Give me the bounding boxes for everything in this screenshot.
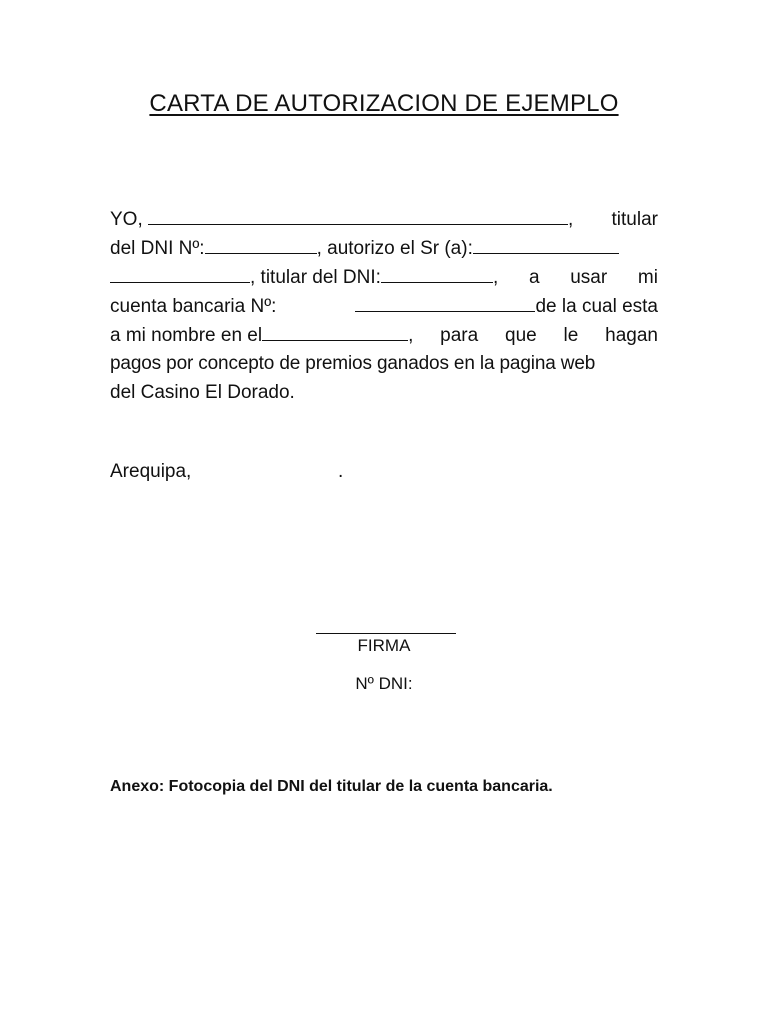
dni-label: del DNI Nº:	[110, 238, 205, 259]
account-label: cuenta bancaria Nº:	[110, 296, 277, 317]
place-label: Arequipa,	[110, 461, 192, 482]
comma-text: ,	[492, 267, 499, 288]
authorized-name-blank-cont	[110, 263, 250, 283]
word-mi: mi	[637, 267, 658, 288]
word-a: a	[528, 267, 540, 288]
line-text	[110, 321, 413, 350]
word-usar: usar	[570, 267, 608, 288]
line-text	[355, 292, 658, 321]
comma-text: ,	[408, 325, 414, 346]
signature-line	[316, 633, 456, 634]
authorized-dni-blank	[381, 263, 493, 283]
paragraph-line-6: pagos por concepto de premios ganados en la pagina web	[110, 353, 596, 374]
word-hagan: hagan	[605, 325, 658, 346]
word-le: le	[563, 325, 579, 346]
de-la-cual-text: de la cual esta	[535, 296, 658, 317]
document-title: CARTA DE AUTORIZACION DE EJEMPLO	[149, 90, 619, 117]
account-blank	[355, 292, 535, 312]
paragraph-line-4	[110, 292, 658, 320]
comma-text: ,	[568, 209, 574, 230]
annex-note: Anexo: Fotocopia del DNI del titular de la cuenta bancaria.	[110, 778, 553, 795]
dni-blank	[205, 234, 317, 254]
yo-label: YO,	[110, 209, 143, 230]
paragraph-line-3	[110, 263, 658, 291]
titular-dni-text: , titular del DNI:	[250, 267, 381, 288]
signature-label: FIRMA	[357, 636, 411, 655]
date-dot: .	[338, 461, 344, 482]
authorized-name-blank	[473, 234, 619, 254]
name-blank	[148, 205, 568, 225]
dni-signature-label: Nº DNI:	[355, 674, 413, 693]
line-text	[110, 263, 498, 292]
autorizo-text: , autorizo el Sr (a):	[316, 238, 473, 259]
line-text	[110, 205, 573, 234]
nombre-text: a mi nombre en el	[110, 325, 263, 346]
bank-blank	[262, 321, 408, 341]
paragraph-line-7: del Casino El Dorado.	[110, 382, 295, 403]
titular-text: titular	[611, 209, 658, 230]
paragraph-line-5	[110, 321, 658, 349]
word-para: para	[440, 325, 479, 346]
paragraph-line-2	[110, 234, 658, 262]
word-que: que	[505, 325, 537, 346]
paragraph-line-1	[110, 205, 658, 233]
